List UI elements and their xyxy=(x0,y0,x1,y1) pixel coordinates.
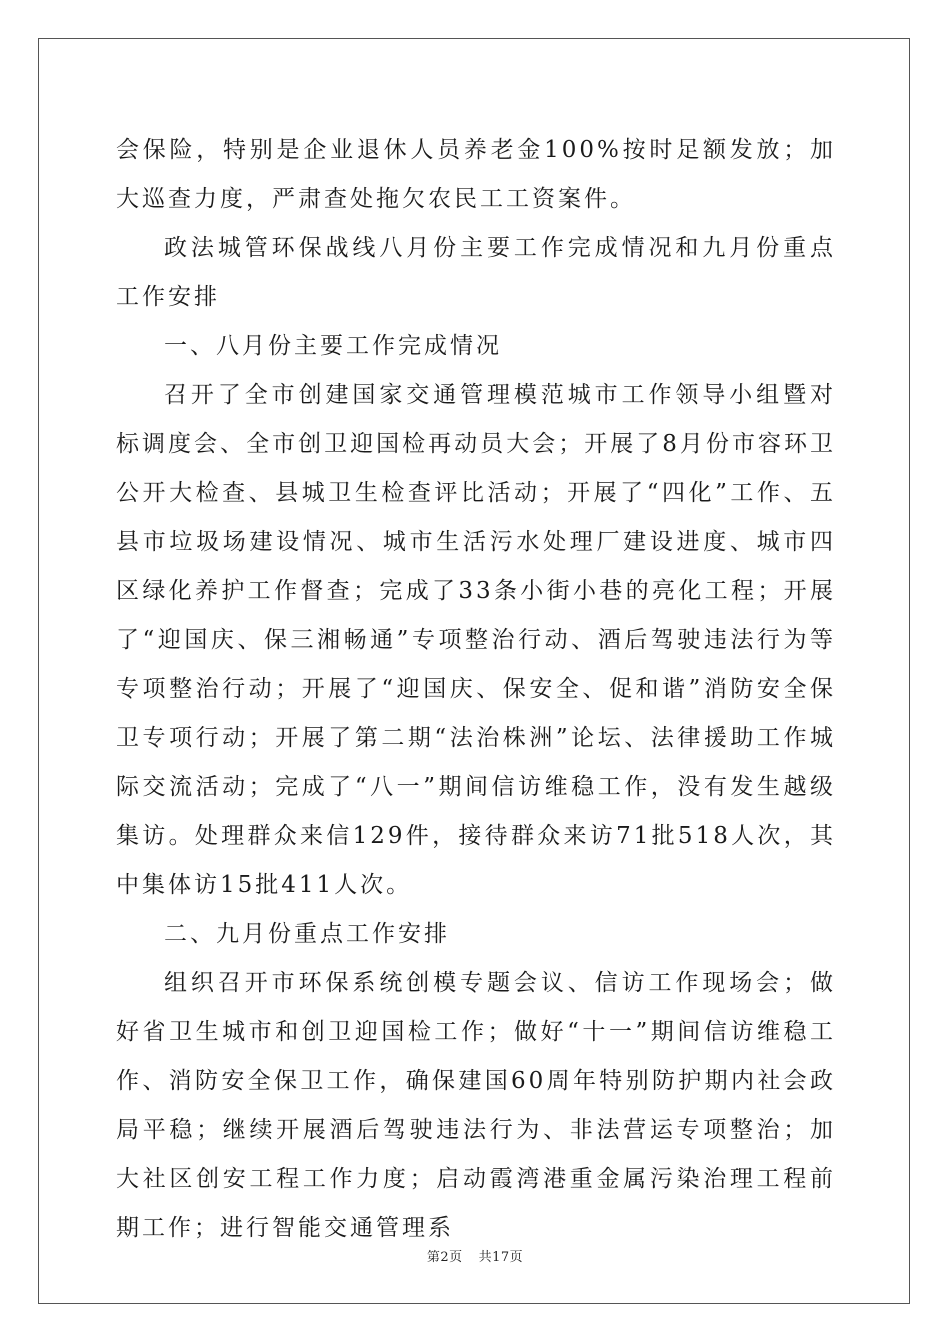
paragraph-4: 组织召开市环保系统创模专题会议、信访工作现场会；做好省卫生城市和创卫迎国检工作；做好“十一”期间信访维稳工作、消防安全保卫工作，确保建国60周年特别防护期内社会政局平稳；继续开展酒后驾驶违法行为、非法营运专项整治；加大社区创安工程工作力度；启动霞湾港重金属污染治理工程前期工作；进行智能交通管理系 xyxy=(116,970,836,1241)
page-total: 共17页 xyxy=(478,1250,524,1265)
page-footer xyxy=(0,1246,950,1265)
section-heading-2: 二、九月份重点工作安排 xyxy=(164,921,450,947)
section-heading-1: 一、八月份主要工作完成情况 xyxy=(164,333,502,359)
paragraph-1: 会保险，特别是企业退休人员养老金100%按时足额发放；加大巡查力度，严肃查处拖欠农民工工资案件。 xyxy=(116,137,836,212)
paragraph-3: 召开了全市创建国家交通管理模范城市工作领导小组暨对标调度会、全市创卫迎国检再动员大会；开展了8月份市容环卫公开大检查、县城卫生检查评比活动；开展了“四化”工作、五县市垃圾场建设情况、城市生活污水处理厂建设进度、城市四区绿化养护工作督查；完成了33条小街小巷的亮化工程；开展了“迎国庆、保三湘畅通”专项整治行动、酒后驾驶违法行为等专项整治行动；开展了“迎国庆、保安全、促和谐”消防安全保卫专项行动；开展了第二期“法治株洲”论坛、法律援助工作城际交流活动；完成了“八一”期间信访维稳工作，没有发生越级集访。处理群众来信129件，接待群众来访71批518人次，其中集体访15批411人次。 xyxy=(116,382,836,898)
paragraph-2: 政法城管环保战线八月份主要工作完成情况和九月份重点工作安排 xyxy=(116,235,836,310)
page-number: 第2页 xyxy=(426,1250,463,1265)
document-body xyxy=(116,126,836,1253)
